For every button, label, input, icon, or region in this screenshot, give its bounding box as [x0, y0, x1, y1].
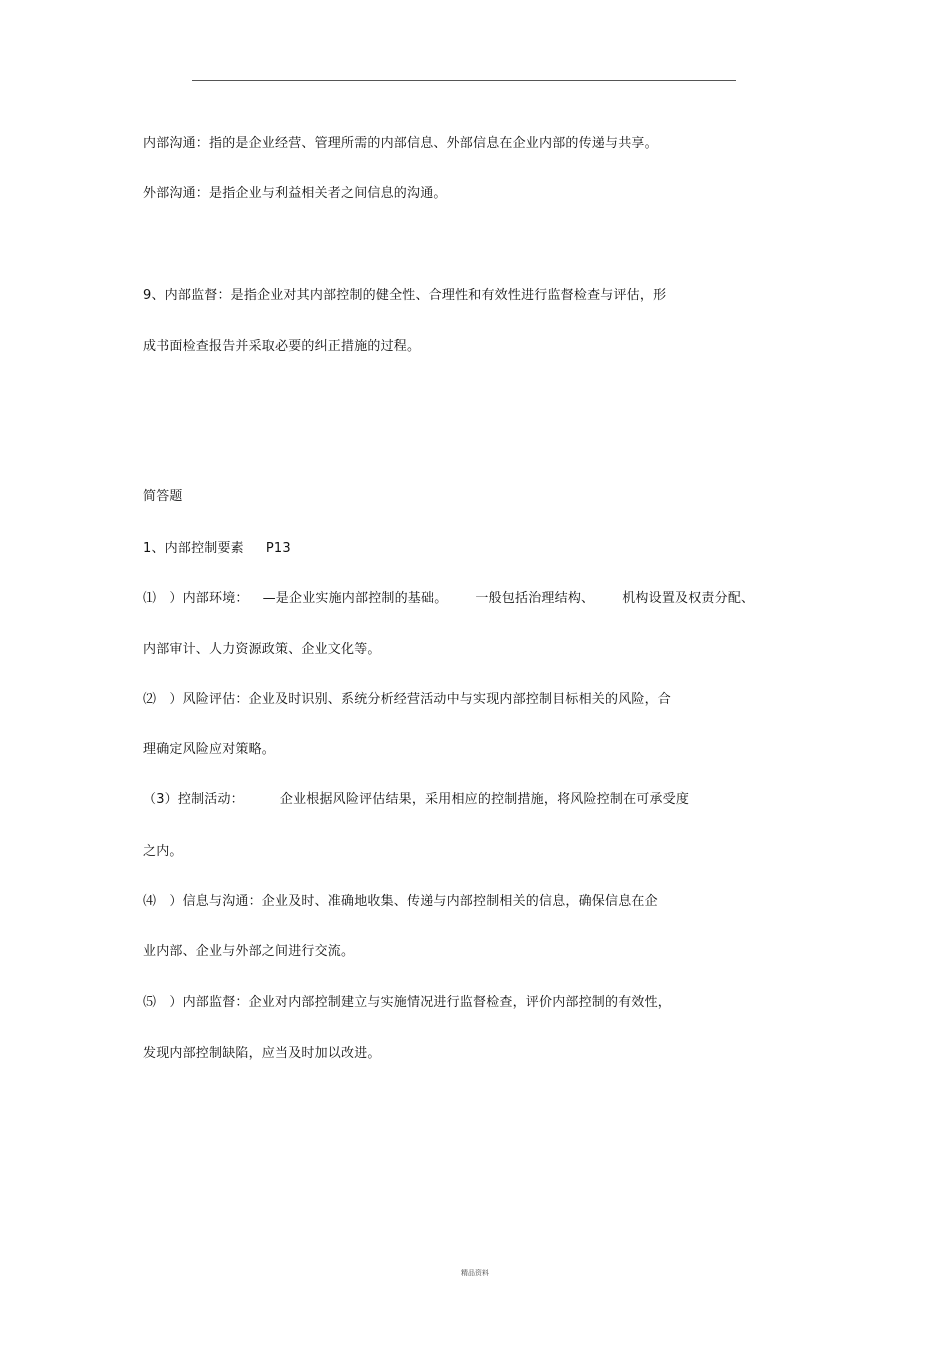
item-1-label: ⑴ ）内部环境：	[143, 591, 249, 606]
item-3	[143, 791, 689, 809]
item-1	[143, 590, 754, 608]
item-1-text-b: 一般包括治理结构、	[475, 591, 595, 606]
item-4: ⑷ ）信息与沟通：企业及时、准确地收集、传递与内部控制相关的信息，确保信息在企	[143, 894, 658, 909]
item-3-label: （3）控制活动：	[143, 792, 244, 807]
item-3-cont: 之内。	[143, 844, 183, 859]
item-2-cont: 理确定风险应对策略。	[143, 742, 276, 757]
item-5: ⑸ ）内部监督：企业对内部控制建立与实施情况进行监督检查，评价内部控制的有效性，	[143, 995, 672, 1010]
item-2: ⑵ ）风险评估：企业及时识别、系统分析经营活动中与实现内部控制目标相关的风险，合	[143, 692, 672, 707]
footer-text: 精品资料	[461, 1269, 489, 1277]
item-1-text-c: 机构设置及权责分配、	[622, 591, 755, 606]
header-rule	[192, 80, 736, 81]
paragraph-internal-supervision: 9、内部监督：是指企业对其内部控制的健全性、合理性和有效性进行监督检查与评估，形	[143, 288, 667, 303]
item-1-cont: 内部审计、人力资源政策、企业文化等。	[143, 642, 381, 657]
page-reference: P13	[265, 541, 291, 556]
question-title	[143, 540, 291, 558]
section-heading: 简答题	[143, 489, 183, 504]
item-1-text-a: —是企业实施内部控制的基础。	[262, 591, 448, 606]
paragraph-external-communication: 外部沟通：是指企业与利益相关者之间信息的沟通。	[143, 186, 447, 201]
paragraph-internal-communication: 内部沟通：指的是企业经营、管理所需的内部信息、外部信息在企业内部的传递与共享。	[143, 136, 658, 151]
question-title-text: 1、内部控制要素	[143, 541, 244, 556]
item-5-cont: 发现内部控制缺陷，应当及时加以改进。	[143, 1046, 381, 1061]
item-3-text: 企业根据风险评估结果，采用相应的控制措施，将风险控制在可承受度	[279, 792, 690, 807]
paragraph-internal-supervision-cont: 成书面检查报告并采取必要的纠正措施的过程。	[143, 339, 421, 354]
item-4-cont: 业内部、企业与外部之间进行交流。	[143, 944, 355, 959]
